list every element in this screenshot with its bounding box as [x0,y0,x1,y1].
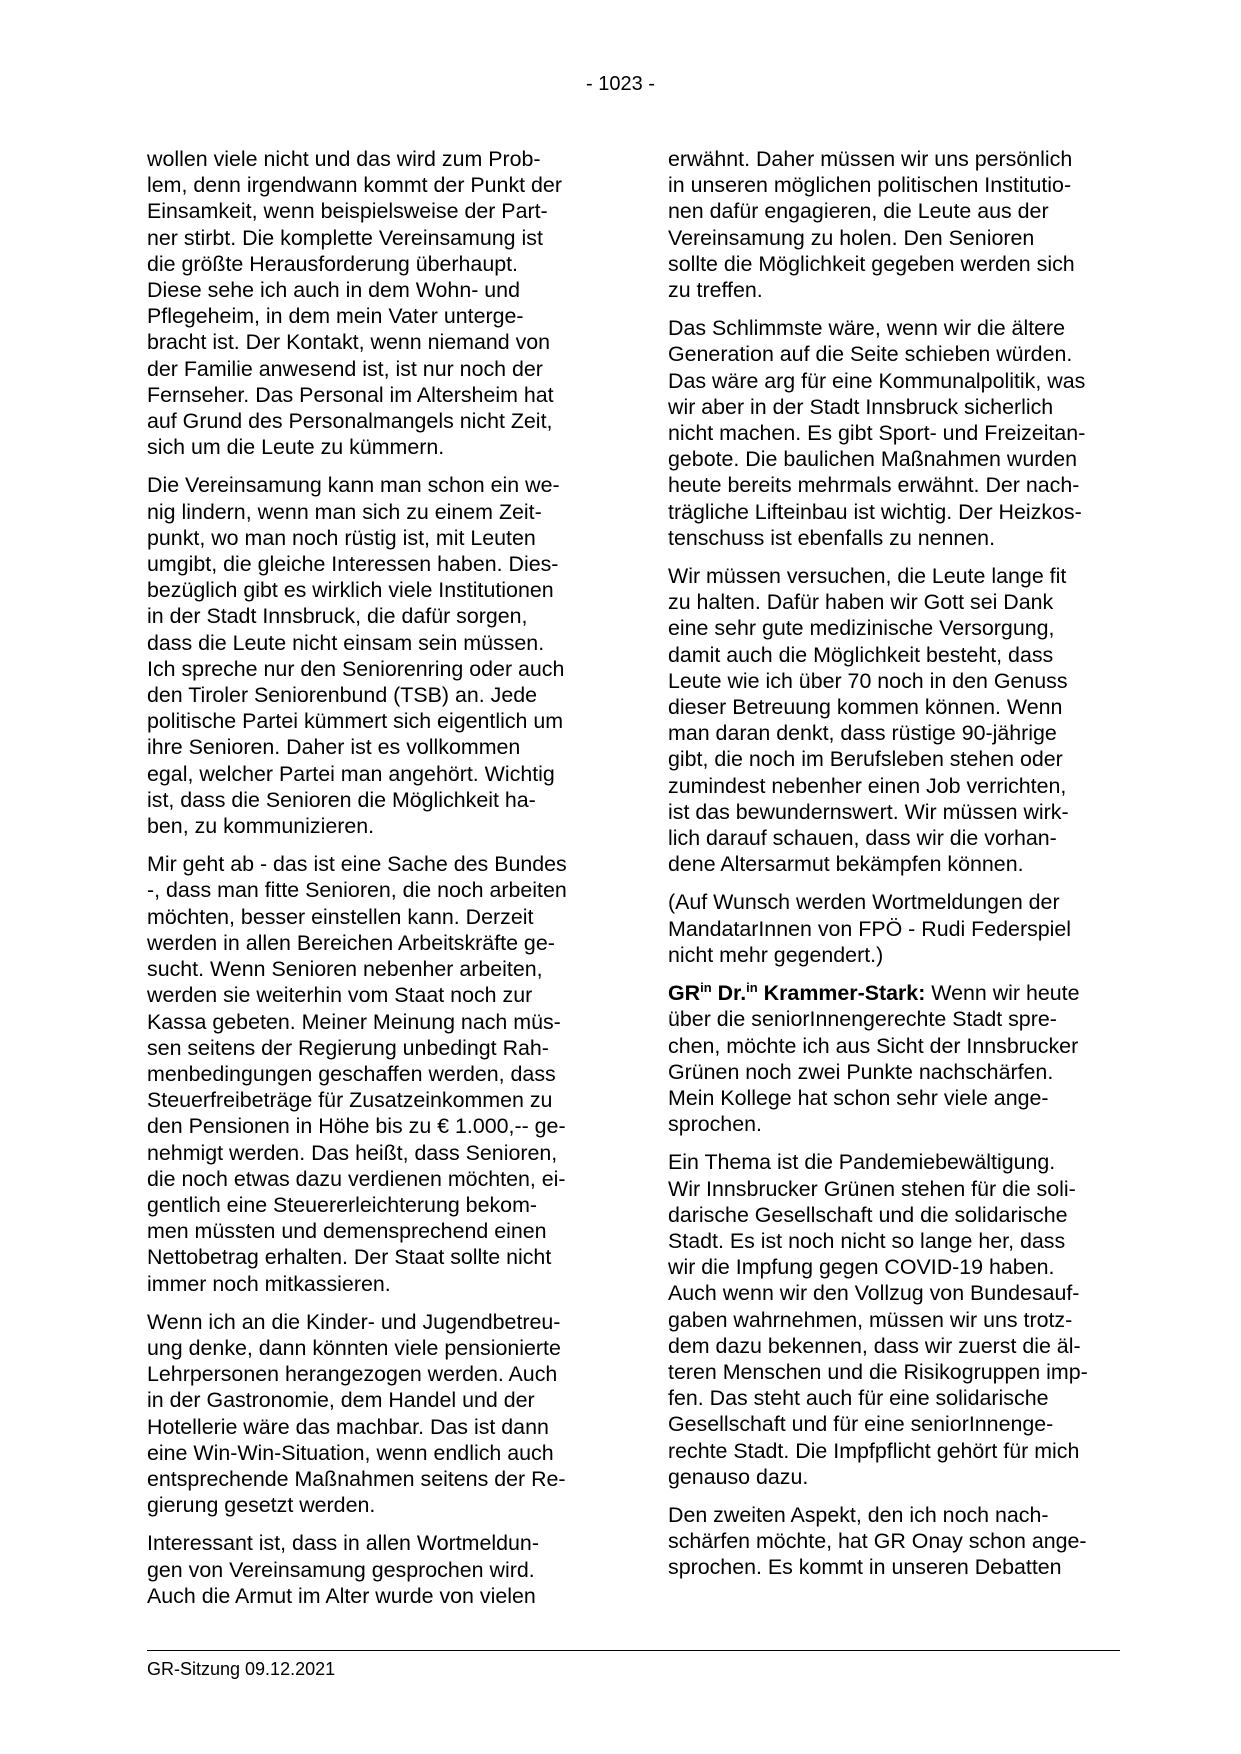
speaker-name [668,981,925,1005]
speaker-text: Wenn wir heute über die seniorInnengerechte Stadt spre- chen, möchte ich aus Sicht der Innsbrucker Grünen noch zwei Punkte nachschärfen. Mein Kollege hat schon sehr viele ange- sprochen. [668,981,1080,1137]
paragraph: Die Vereinsamung kann man schon ein we- nig lindern, wenn man sich zu einem Zeit- punkt, wo man noch rüstig ist, mit Leuten umgibt, die gleiche Interessen haben. Dies- bezüglich gibt es wirklich viele Institutionen in der Stadt Innsbruck, die dafür sorgen, dass die Leute nicht einsam sein müssen. Ich spreche nur den Seniorenring oder auch den Tiroler Seniorenbund (TSB) an. Jede politische Partei kümmert sich eigentlich um ihre Senioren. Daher ist es vollkommen egal, welcher Partei man angehört. Wichtig ist, dass die Senioren die Möglichkeit ha- ben, zu kommunizieren. [147,473,565,839]
paragraph: Den zweiten Aspekt, den ich noch nach- schärfen möchte, hat GR Onay schon ange- sprochen. Es kommt in unseren Debatten [668,1502,1087,1580]
paragraph: Wenn ich an die Kinder- und Jugendbetreu- ung denke, dann könnten viele pensionierte Lehrpersonen herangezogen werden. Auch in der Gastronomie, dem Handel und der Hotellerie wäre das machbar. Das ist dann eine Win-Win-Situation, wenn endlich auch entsprechende Maßnahmen seitens der Re- gierung gesetzt werden. [147,1309,566,1518]
speaker-degree: Dr. [711,981,747,1006]
footer-divider [147,1650,1120,1651]
page-number: - 1023 - [586,73,655,95]
paragraph: erwähnt. Daher müssen wir uns persönlich in unseren möglichen politischen Institutio- nen dafür engagieren, die Leute aus der Vereinsamung zu holen. Den Senioren sollte die Möglichkeit gegeben werden sich zu treffen. [668,147,1075,303]
paragraph: Das Schlimmste wäre, wenn wir die ältere Generation auf die Seite schieben würden. Das wäre arg für eine Kommunalpolitik, was wir aber in der Stadt Innsbruck sicherlich nicht machen. Es gibt Sport- und Freizeitan- gebote. Die baulichen Maßnahmen wurden heute bereits mehrmals erwähnt. Der nach- trägliche Lifteinbau ist wichtig. Der Heizkos- tenschuss ist ebenfalls zu nennen. [668,316,1086,550]
paragraph: Ein Thema ist die Pandemiebewältigung. Wir Innsbrucker Grünen stehen für die soli- darische Gesellschaft und die solidarische Stadt. Es ist noch nicht so lange her, dass wir die Impfung gegen COVID-19 haben. Auch wenn wir den Vollzug von Bundesauf- gaben wahrnehmen, müssen wir uns trotz- dem dazu bekennen, dass wir zuerst die äl- teren Menschen und die Risikogruppen imp- fen. Das steht auch für eine solidarische Gesellschaft und für eine seniorInnenge- rechte Stadt. Die Impfpflicht gehört für mich genauso dazu. [668,1150,1088,1489]
paragraph: Mir geht ab - das ist eine Sache des Bundes -, dass man fitte Senioren, die noch arbeiten möchten, besser einstellen kann. Derzeit werden in allen Bereichen Arbeitskräfte ge- sucht. Wenn Senioren nebenher arbeiten, werden sie weiterhin vom Staat noch zur Kassa gebeten. Meiner Meinung nach müs- sen seitens der Regierung unbedingt Rah- menbedingungen geschaffen werden, dass Steuerfreibeträge für Zusatzeinkommen zu den Pensionen in Höhe bis zu € 1.000,-- ge- nehmigt werden. Das heißt, dass Senioren, die noch etwas dazu verdienen möchten, ei- gentlich eine Steuererleichterung bekom- men müssten und demensprechend einen Nettobetrag erhalten. Der Staat sollte nicht immer noch mitkassieren. [147,852,567,1296]
speaker-surname: Krammer-Stark: [757,981,926,1006]
paragraph: (Auf Wunsch werden Wortmeldungen der MandatarInnen von FPÖ - Rudi Federspiel nicht mehr gegendert.) [668,890,1072,967]
paragraph: wollen viele nicht und das wird zum Prob- lem, denn irgendwann kommt der Punkt der Einsamkeit, wenn beispielsweise der Part- ner stirbt. Die komplette Vereinsamung ist die größte Herausforderung überhaupt. Diese sehe ich auch in dem Wohn- und Pflegeheim, in dem mein Vater unterge- bracht ist. Der Kontakt, wenn niemand von der Familie anwesend ist, ist nur noch der Fernseher. Das Personal im Altersheim hat auf Grund des Personalmangels nicht Zeit, sich um die Leute zu kümmern. [147,147,562,460]
speaker-title-suffix: in [700,979,712,995]
footer-session-date: GR-Sitzung 09.12.2021 [147,1659,336,1679]
right-column [668,146,1118,1593]
paragraph: Interessant ist, dass in allen Wortmeldun- gen von Vereinsamung gesprochen wird. Auch die Armut im Alter wurde von vielen [147,1531,539,1608]
paragraph: Wir müssen versuchen, die Leute lange fit zu halten. Dafür haben wir Gott sei Dank eine sehr gute medizinische Versorgung, damit auch die Möglichkeit besteht, dass Leute wie ich über 70 noch in den Genuss dieser Betreuung kommen können. Wenn man daran denkt, dass rüstige 90-jährige gibt, die noch im Berufsleben stehen oder zumindest nebenher einen Job verrichten, ist das bewundernswert. Wir müssen wirk- lich darauf schauen, dass wir die vorhan- dene Altersarmut bekämpfen können. [668,564,1069,877]
speaker-paragraph [668,980,1118,1137]
speaker-title: GR [668,981,701,1006]
speaker-degree-suffix: in [746,979,758,995]
left-column [147,146,597,1621]
